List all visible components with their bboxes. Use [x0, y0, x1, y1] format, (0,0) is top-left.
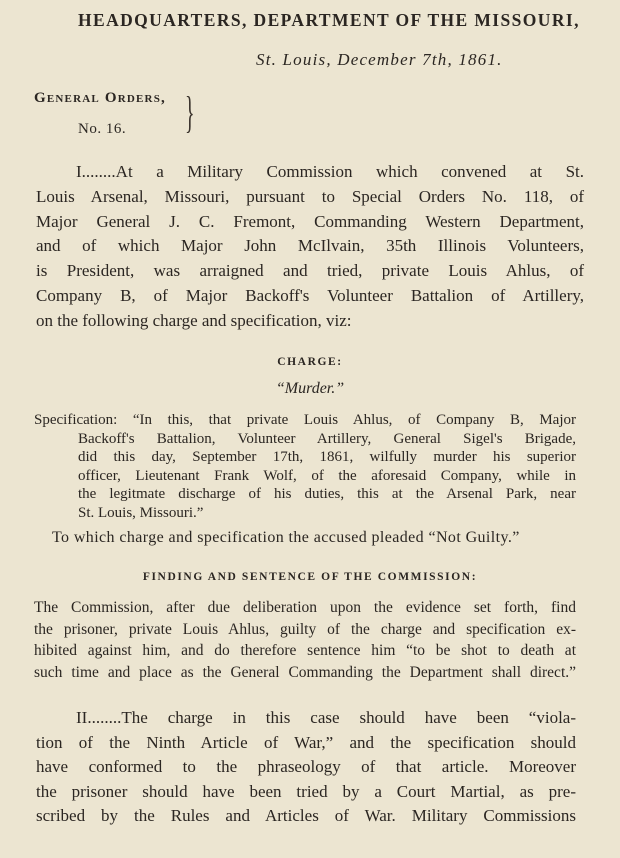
specification-block — [34, 411, 576, 523]
general-orders-label: General Orders, — [34, 90, 166, 106]
para1-line: on the following charge and specification, viz: — [36, 310, 352, 330]
paragraph-one — [36, 160, 584, 334]
para1-line: Louis Arsenal, Missouri, pursuant to Special Orders No. 118, of — [36, 186, 584, 206]
finding-heading: FINDING AND SENTENCE OF THE COMMISSION: — [142, 571, 478, 583]
spec-line: Specification: “In this, that private Louis Ahlus, of Company B, Major — [34, 412, 576, 428]
charge-text: “Murder.” — [275, 380, 345, 397]
finding-line: such time and place as the General Commanding the Department shall direct.” — [34, 663, 576, 681]
para2-line: have conformed to the phraseology of that article. Moreover — [36, 757, 576, 777]
plea-text: To which charge and specification the accused pleaded “Not Guilty.” — [52, 529, 520, 546]
paragraph-two — [36, 706, 576, 829]
order-number: No. 16. — [78, 121, 127, 137]
brace-glyph: } — [185, 88, 195, 137]
para1-line: is President, was arraigned and tried, private Louis Ahlus, of — [36, 261, 584, 281]
para2-line: II........The charge in this case should have been “viola- — [76, 708, 576, 727]
location-date: St. Louis, December 7th, 1861. — [256, 50, 503, 69]
spec-line: officer, Lieutenant Frank Wolf, of the aforesaid Company, while in — [78, 467, 576, 484]
para1-line: Company B, of Major Backoff's Volunteer Battalion of Artillery, — [36, 285, 584, 305]
para1-line: and of which Major John McIlvain, 35th Illinois Volunteers, — [36, 236, 584, 256]
para2-line: scribed by the Rules and Articles of War. Military Commissions — [36, 806, 576, 826]
finding-paragraph — [34, 597, 576, 683]
para1-line: I........At a Military Commission which convened at St. — [76, 162, 584, 181]
spec-line: Backoff's Battalion, Volunteer Artillery, General Sigel's Brigade, — [78, 430, 576, 447]
finding-line: the prisoner, private Louis Ahlus, guilty of the charge and specification ex- — [34, 620, 576, 638]
finding-line: hibited against him, and do therefore sentence him “to be shot to death at — [34, 642, 576, 660]
header-title: HEADQUARTERS, DEPARTMENT OF THE MISSOURI, — [78, 10, 580, 30]
para2-line: tion of the Ninth Article of War,” and the specification should — [36, 732, 576, 752]
spec-line: the legitmate discharge of his duties, this at the Arsenal Park, near — [78, 486, 576, 503]
spec-line: St. Louis, Missouri.” — [78, 504, 204, 521]
para2-line: the prisoner should have been tried by a Court Martial, as pre- — [36, 781, 576, 801]
para1-line: Major General J. C. Fremont, Commanding Western Department, — [36, 211, 584, 231]
charge-heading: CHARGE: — [277, 356, 343, 368]
spec-line: did this day, September 17th, 1861, wilfully murder his superior — [78, 449, 576, 466]
finding-line: The Commission, after due deliberation upon the evidence set forth, find — [34, 599, 576, 616]
